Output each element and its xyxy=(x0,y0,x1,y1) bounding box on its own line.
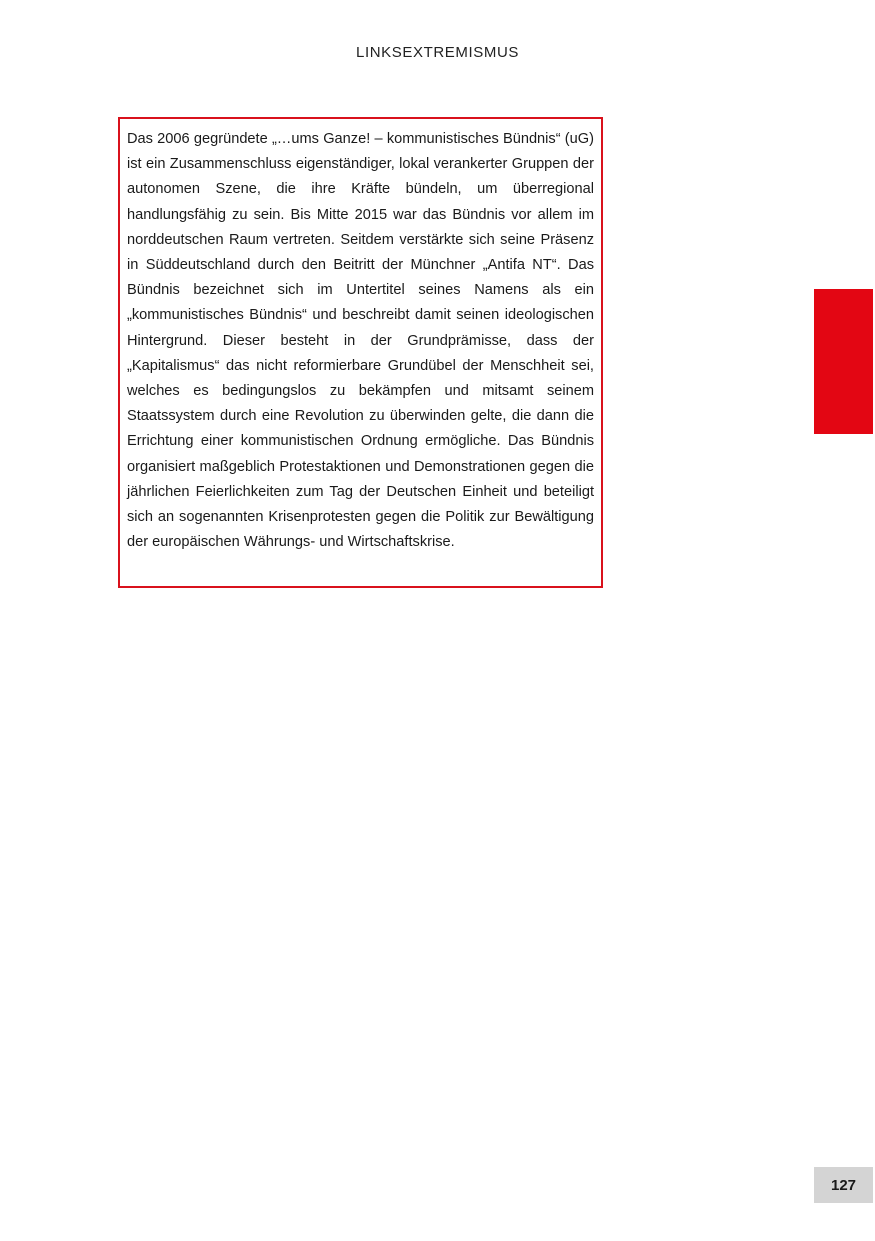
info-box xyxy=(118,117,603,588)
chapter-tab-marker xyxy=(814,289,873,434)
info-box-text: Das 2006 gegründete „…ums Ganze! – kommunistisches Bündnis“ (uG) ist ein Zusammenschluss eigenständiger, lokal verankerter Gruppen der autonomen Szene, die ihre Kräfte bündeln, um überregional handlungsfähig zu sein. Bis Mitte 2015 war das Bündnis vor allem im norddeutschen Raum vertreten. Seitdem verstärkte sich seine Präsenz in Süddeutschland durch den Beitritt der Münchner „Antifa NT“. Das Bündnis bezeichnet sich im Untertitel seines Namens als ein „kommunistisches Bündnis“ und beschreibt damit seinen ideologischen Hintergrund. Dieser besteht in der Grundprämisse, dass der „Kapitalismus“ das nicht reformierbare Grundübel der Menschheit sei, welches es bedingungslos zu bekämpfen und mitsamt seinem Staatssystem durch eine Revolution zu überwinden gelte, die dann die Errichtung einer kommunistischen Ordnung ermögliche. Das Bündnis organisiert maßgeblich Protestaktionen und Demonstrationen gegen die jährlichen Feierlichkeiten zum Tag der Deutschen Einheit und beteiligt sich an sogenannten Krisenprotesten gegen die Politik zur Bewältigung der europäischen Währungs- und Wirtschaftskrise. xyxy=(127,131,594,551)
page-number: 127 xyxy=(814,1167,873,1203)
running-header: LINKSEXTREMISMUS xyxy=(356,44,519,61)
